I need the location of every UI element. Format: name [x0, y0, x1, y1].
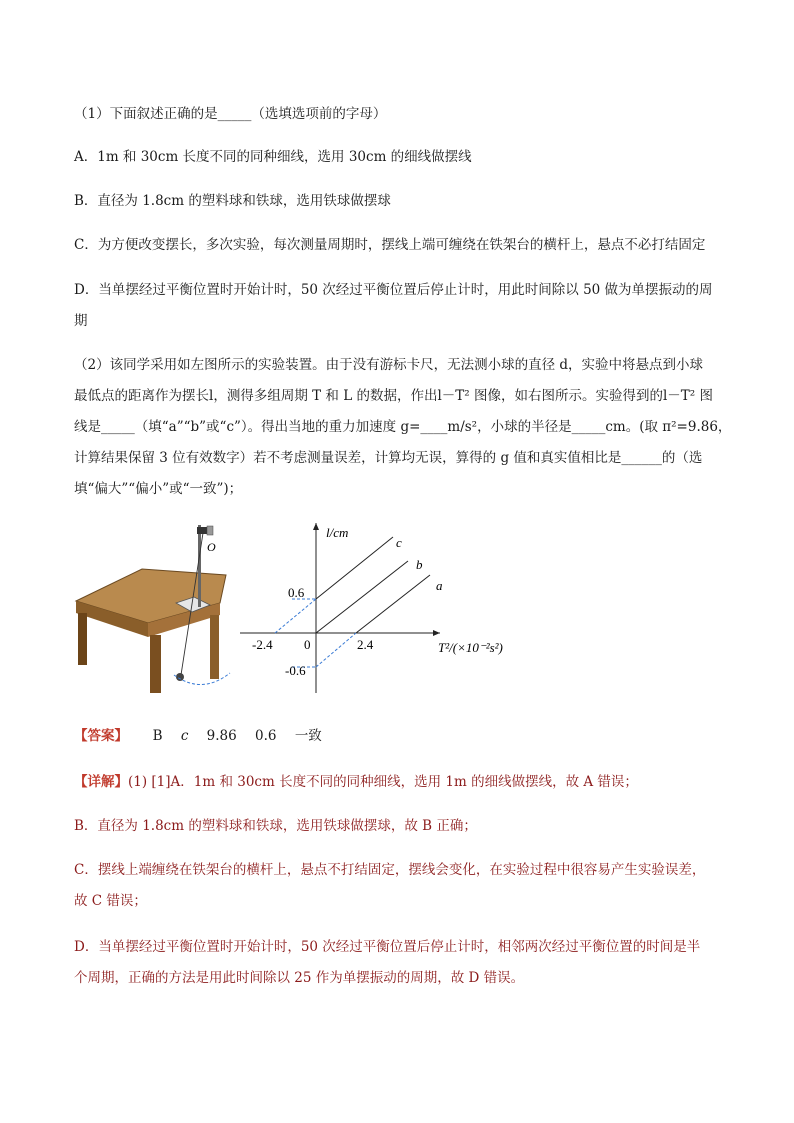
x-axis-label: T²/(×10⁻²s²) — [438, 640, 503, 655]
answer-item-1: B — [152, 728, 163, 744]
graph-line-c — [316, 537, 393, 599]
detail-line-2: B．直径为 1.8cm 的塑料球和铁球，选用铁球做摆球，故 B 正确； — [74, 818, 477, 834]
part2-line-1: （2）该同学采用如左图所示的实验装置。由于没有游标卡尺，无法测小球的直径 d，实验中将悬点到小球 — [74, 357, 704, 373]
answer-item-4: 0.6 — [255, 728, 277, 744]
part2-line-2: 最低点的距离作为摆长l，测得多组周期 T 和 L 的数据，作出l－T² 图像，如右图所示。实验得到的l－T² 图 — [74, 388, 714, 404]
answer-item-3: 9.86 — [206, 728, 237, 744]
option-d: D．当单摆经过平衡位置时开始计时，50 次经过平衡位置后停止计时，用此时间除以 50 做为单摆振动的周 — [74, 282, 713, 298]
line-label-b: b — [416, 557, 423, 572]
part2-line-3: 线是_____（填“a”“b”或“c”）。得出当地的重力加速度 g=____m/s²，小球的半径是_____cm。(取 π²=9.86， — [74, 419, 732, 435]
tick-x-pos: 2.4 — [357, 637, 374, 652]
answer-item-2: c — [180, 728, 189, 744]
option-b: B．直径为 1.8cm 的塑料球和铁球，选用铁球做摆球 — [74, 193, 391, 209]
detail-text-1: (1) [1]A．1m 和 30cm 长度不同的同种细线，选用 1m 的细线做摆线，故 A 错误； — [128, 774, 638, 790]
line-label-c: c — [396, 535, 402, 550]
line-label-a: a — [436, 578, 443, 593]
graph-line-b — [316, 561, 408, 633]
graph-line-a — [356, 575, 430, 633]
tick-y-pos: 0.6 — [288, 585, 305, 600]
part2-line-4: 计算结果保留 3 位有效数字）若不考虑测量误差，计算均无误，算得的 g 值和真实值相比是______的（选 — [74, 450, 703, 466]
answer-line — [74, 726, 336, 746]
answer-tag: 【答案】 — [74, 728, 128, 744]
tick-y-neg: -0.6 — [285, 663, 306, 678]
detail-line-4: 故 C 错误； — [74, 893, 147, 909]
detail-tag: 【详解】 — [74, 774, 128, 790]
option-c: C．为方便改变摆长，多次实验，每次测量周期时，摆线上端可缠绕在铁架台的横杆上，悬点不必打结固定 — [74, 237, 706, 253]
l-t2-graph — [240, 523, 440, 693]
option-d-continued: 期 — [74, 313, 88, 329]
tick-x-neg: -2.4 — [252, 637, 273, 652]
question-part1-prompt: （1）下面叙述正确的是_____（选填选项前的字母） — [74, 106, 387, 122]
answer-item-5: 一致 — [294, 728, 322, 744]
detail-line-1 — [74, 772, 638, 792]
option-a: A．1m 和 30cm 长度不同的同种细线，选用 30cm 的细线做摆线 — [74, 149, 472, 165]
table-illustration — [76, 569, 226, 693]
part2-line-5: 填“偏大”“偏小”或“一致”)； — [74, 481, 243, 497]
origin-label: 0 — [304, 637, 311, 652]
detail-line-5: D．当单摆经过平衡位置时开始计时，50 次经过平衡位置后停止计时，相邻两次经过平衡位置的时间是半 — [74, 939, 701, 955]
detail-line-6: 个周期，正确的方法是用此时间除以 25 作为单摆振动的周期，故 D 错误。 — [74, 970, 525, 986]
experiment-figure — [70, 515, 540, 695]
pivot-label: O — [207, 540, 216, 554]
y-axis-label: l/cm — [326, 525, 349, 540]
detail-line-3: C．摆线上端缠绕在铁架台的横杆上，悬点不打结固定，摆线会变化，在实验过程中很容易产生实验误差， — [74, 862, 706, 878]
